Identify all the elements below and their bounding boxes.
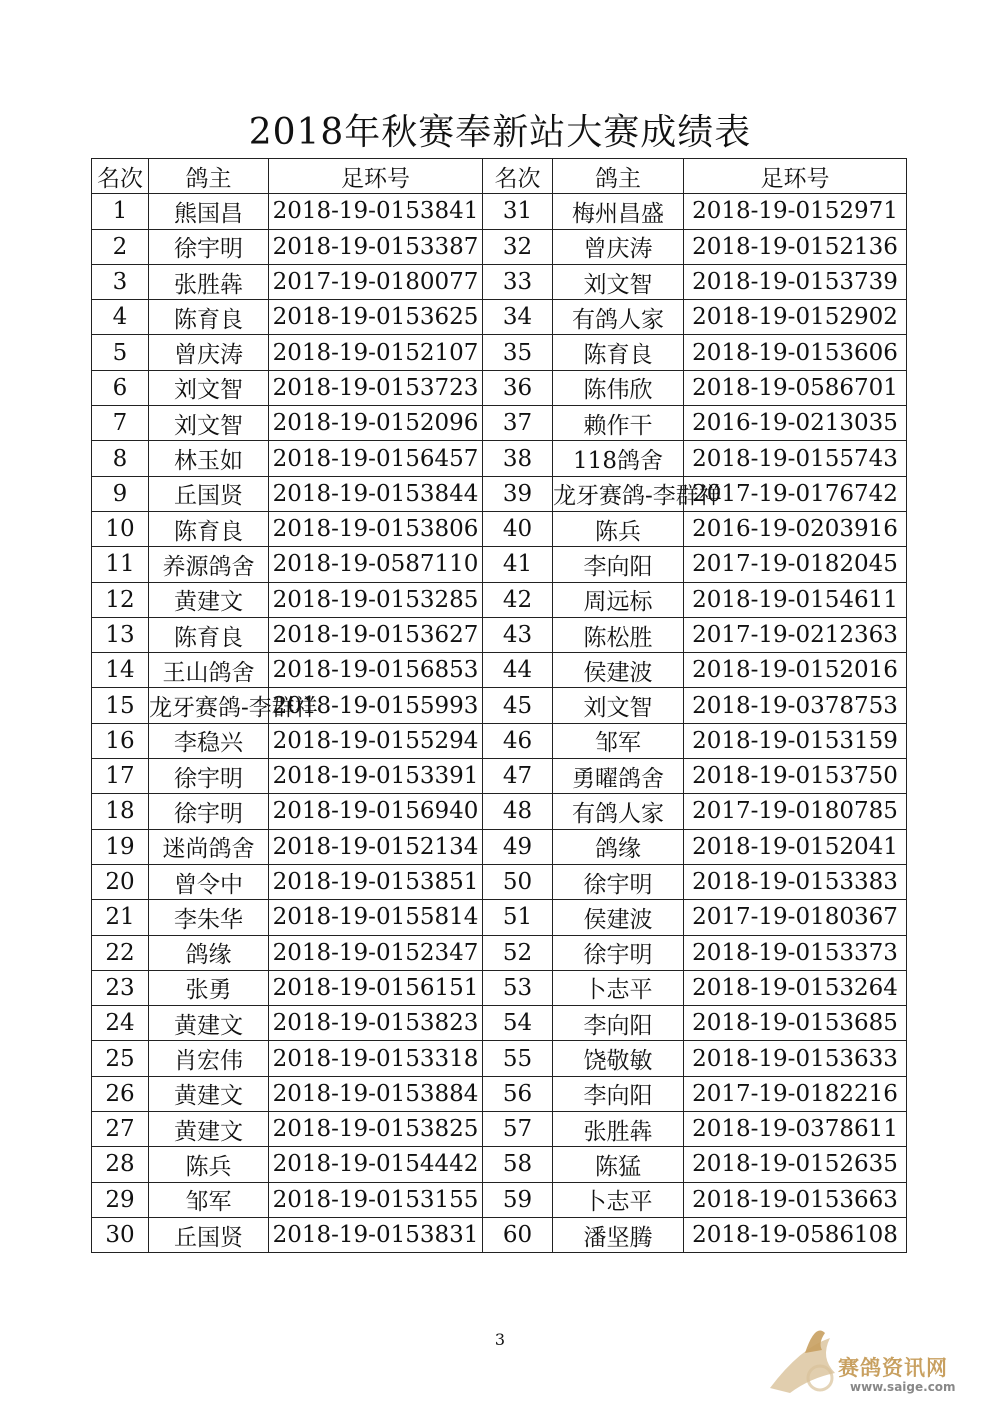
owner-cell: 刘文智 <box>553 688 684 723</box>
ring-number-cell: 2018-19-0153633 <box>684 1041 907 1076</box>
table-row <box>92 1112 907 1147</box>
owner-cell: 李向阳 <box>553 547 684 582</box>
ring-number-cell: 2018-19-0586108 <box>684 1217 907 1252</box>
owner-cell: 陈兵 <box>553 511 684 546</box>
ring-number-cell: 2018-19-0156853 <box>269 653 483 688</box>
ring-number-cell: 2018-19-0153606 <box>684 335 907 370</box>
owner-cell: 陈猛 <box>553 1147 684 1182</box>
rank-cell: 31 <box>483 194 553 229</box>
ring-number-cell: 2018-19-0152041 <box>684 829 907 864</box>
owner-cell: 熊国昌 <box>149 194 269 229</box>
header-owner: 鸽主 <box>553 159 684 194</box>
ring-number-cell: 2017-19-0182045 <box>684 547 907 582</box>
table-row <box>92 1006 907 1041</box>
rank-cell: 54 <box>483 1006 553 1041</box>
rank-cell: 53 <box>483 970 553 1005</box>
owner-cell: 张胜犇 <box>149 264 269 299</box>
table-row <box>92 864 907 899</box>
owner-cell: 侯建波 <box>553 900 684 935</box>
rank-cell: 12 <box>92 582 149 617</box>
owner-cell: 曾庆涛 <box>149 335 269 370</box>
rank-cell: 43 <box>483 617 553 652</box>
table-row <box>92 617 907 652</box>
owner-cell: 徐宇明 <box>553 864 684 899</box>
rank-cell: 51 <box>483 900 553 935</box>
ring-number-cell: 2018-19-0153685 <box>684 1006 907 1041</box>
rank-cell: 29 <box>92 1182 149 1217</box>
table-row <box>92 653 907 688</box>
rank-cell: 13 <box>92 617 149 652</box>
owner-cell: 卜志平 <box>553 970 684 1005</box>
rank-cell: 23 <box>92 970 149 1005</box>
ring-number-cell: 2018-19-0152635 <box>684 1147 907 1182</box>
table-row <box>92 547 907 582</box>
owner-cell: 迷尚鸽舍 <box>149 829 269 864</box>
rank-cell: 11 <box>92 547 149 582</box>
owner-cell: 丘国贤 <box>149 1217 269 1252</box>
ring-number-cell: 2018-19-0378753 <box>684 688 907 723</box>
table-row <box>92 194 907 229</box>
page-title: 2018年秋赛奉新站大赛成绩表 <box>248 112 752 153</box>
rank-cell: 41 <box>483 547 553 582</box>
owner-cell: 徐宇明 <box>149 794 269 829</box>
ring-number-cell: 2018-19-0152971 <box>684 194 907 229</box>
ring-number-cell: 2018-19-0378611 <box>684 1112 907 1147</box>
ring-number-cell: 2018-19-0153155 <box>269 1182 483 1217</box>
ring-number-cell: 2018-19-0153285 <box>269 582 483 617</box>
ring-number-cell: 2018-19-0155814 <box>269 900 483 935</box>
ring-number-cell: 2018-19-0152016 <box>684 653 907 688</box>
owner-cell: 黄建文 <box>149 1006 269 1041</box>
owner-cell: 邹军 <box>149 1182 269 1217</box>
owner-cell: 黄建文 <box>149 582 269 617</box>
rank-cell: 39 <box>483 476 553 511</box>
owner-cell: 黄建文 <box>149 1076 269 1111</box>
table-row <box>92 1182 907 1217</box>
owner-cell: 鸽缘 <box>149 935 269 970</box>
table-header-row <box>92 159 907 194</box>
ring-number-cell: 2018-19-0155743 <box>684 441 907 476</box>
ring-number-cell: 2016-19-0213035 <box>684 406 907 441</box>
ring-number-cell: 2018-19-0153806 <box>269 511 483 546</box>
owner-cell: 卜志平 <box>553 1182 684 1217</box>
watermark-url: www.saige.com <box>850 1380 956 1394</box>
owner-cell: 曾庆涛 <box>553 229 684 264</box>
header-ring-number: 足环号 <box>684 159 907 194</box>
ring-number-cell: 2018-19-0153823 <box>269 1006 483 1041</box>
ring-number-cell: 2018-19-0153159 <box>684 723 907 758</box>
ring-number-cell: 2017-19-0180367 <box>684 900 907 935</box>
rank-cell: 26 <box>92 1076 149 1111</box>
ring-number-cell: 2018-19-0152096 <box>269 406 483 441</box>
rank-cell: 50 <box>483 864 553 899</box>
ring-number-cell: 2018-19-0152134 <box>269 829 483 864</box>
ring-number-cell: 2018-19-0153625 <box>269 300 483 335</box>
rank-cell: 17 <box>92 759 149 794</box>
rank-cell: 45 <box>483 688 553 723</box>
ring-number-cell: 2018-19-0153723 <box>269 370 483 405</box>
owner-cell: 饶敬敏 <box>553 1041 684 1076</box>
rank-cell: 19 <box>92 829 149 864</box>
rank-cell: 6 <box>92 370 149 405</box>
owner-cell: 徐宇明 <box>149 229 269 264</box>
owner-cell: 陈兵 <box>149 1147 269 1182</box>
owner-cell: 鸽缘 <box>553 829 684 864</box>
owner-cell: 李向阳 <box>553 1076 684 1111</box>
owner-cell: 李稳兴 <box>149 723 269 758</box>
table-row <box>92 264 907 299</box>
table-row <box>92 688 907 723</box>
ring-number-cell: 2018-19-0153884 <box>269 1076 483 1111</box>
ring-number-cell: 2018-19-0153825 <box>269 1112 483 1147</box>
rank-cell: 59 <box>483 1182 553 1217</box>
table-row <box>92 1076 907 1111</box>
rank-cell: 3 <box>92 264 149 299</box>
ring-number-cell: 2018-19-0587110 <box>269 547 483 582</box>
table-row <box>92 759 907 794</box>
rank-cell: 28 <box>92 1147 149 1182</box>
header-rank: 名次 <box>92 159 149 194</box>
owner-cell: 曾令中 <box>149 864 269 899</box>
owner-cell: 张胜犇 <box>553 1112 684 1147</box>
ring-number-cell: 2018-19-0154611 <box>684 582 907 617</box>
rank-cell: 49 <box>483 829 553 864</box>
table-row <box>92 1041 907 1076</box>
table-row <box>92 582 907 617</box>
rank-cell: 55 <box>483 1041 553 1076</box>
rank-cell: 9 <box>92 476 149 511</box>
rank-cell: 5 <box>92 335 149 370</box>
owner-cell: 陈育良 <box>149 300 269 335</box>
ring-number-cell: 2018-19-0153844 <box>269 476 483 511</box>
rank-cell: 35 <box>483 335 553 370</box>
table-row <box>92 900 907 935</box>
table-row <box>92 476 907 511</box>
header-ring-number: 足环号 <box>269 159 483 194</box>
owner-cell: 龙牙赛鸽-李群祥 <box>149 688 269 723</box>
owner-cell: 陈松胜 <box>553 617 684 652</box>
table-row <box>92 1217 907 1252</box>
rank-cell: 7 <box>92 406 149 441</box>
ring-number-cell: 2018-19-0153627 <box>269 617 483 652</box>
rank-cell: 58 <box>483 1147 553 1182</box>
owner-cell: 梅州昌盛 <box>553 194 684 229</box>
rank-cell: 25 <box>92 1041 149 1076</box>
rank-cell: 57 <box>483 1112 553 1147</box>
rank-cell: 10 <box>92 511 149 546</box>
ring-number-cell: 2017-19-0182216 <box>684 1076 907 1111</box>
owner-cell: 肖宏伟 <box>149 1041 269 1076</box>
rank-cell: 48 <box>483 794 553 829</box>
owner-cell: 勇曜鸽舍 <box>553 759 684 794</box>
rank-cell: 46 <box>483 723 553 758</box>
rank-cell: 60 <box>483 1217 553 1252</box>
table-row <box>92 1147 907 1182</box>
owner-cell: 陈育良 <box>149 511 269 546</box>
rank-cell: 24 <box>92 1006 149 1041</box>
rank-cell: 47 <box>483 759 553 794</box>
ring-number-cell: 2018-19-0156151 <box>269 970 483 1005</box>
rank-cell: 15 <box>92 688 149 723</box>
rank-cell: 16 <box>92 723 149 758</box>
rank-cell: 14 <box>92 653 149 688</box>
ring-number-cell: 2017-19-0176742 <box>684 476 907 511</box>
ring-number-cell: 2018-19-0155993 <box>269 688 483 723</box>
rank-cell: 20 <box>92 864 149 899</box>
ring-number-cell: 2018-19-0154442 <box>269 1147 483 1182</box>
rank-cell: 21 <box>92 900 149 935</box>
owner-cell: 潘坚腾 <box>553 1217 684 1252</box>
ring-number-cell: 2018-19-0153841 <box>269 194 483 229</box>
owner-cell: 张勇 <box>149 970 269 1005</box>
owner-cell: 陈伟欣 <box>553 370 684 405</box>
owner-cell: 龙牙赛鸽-李群祥 <box>553 476 684 511</box>
rank-cell: 30 <box>92 1217 149 1252</box>
ring-number-cell: 2018-19-0153391 <box>269 759 483 794</box>
ring-number-cell: 2018-19-0152107 <box>269 335 483 370</box>
owner-cell: 陈育良 <box>553 335 684 370</box>
rank-cell: 32 <box>483 229 553 264</box>
rank-cell: 52 <box>483 935 553 970</box>
owner-cell: 林玉如 <box>149 441 269 476</box>
rank-cell: 27 <box>92 1112 149 1147</box>
owner-cell: 丘国贤 <box>149 476 269 511</box>
table-row <box>92 406 907 441</box>
owner-cell: 邹军 <box>553 723 684 758</box>
rank-cell: 42 <box>483 582 553 617</box>
watermark-text: 赛鸽资讯网 <box>838 1356 948 1380</box>
ring-number-cell: 2017-19-0212363 <box>684 617 907 652</box>
results-table <box>91 158 907 1253</box>
owner-cell: 有鸽人家 <box>553 794 684 829</box>
table-row <box>92 229 907 264</box>
ring-number-cell: 2018-19-0152136 <box>684 229 907 264</box>
owner-cell: 黄建文 <box>149 1112 269 1147</box>
table-row <box>92 935 907 970</box>
header-owner: 鸽主 <box>149 159 269 194</box>
owner-cell: 赖作干 <box>553 406 684 441</box>
owner-cell: 养源鸽舍 <box>149 547 269 582</box>
ring-number-cell: 2018-19-0153318 <box>269 1041 483 1076</box>
owner-cell: 徐宇明 <box>553 935 684 970</box>
ring-number-cell: 2017-19-0180785 <box>684 794 907 829</box>
owner-cell: 李向阳 <box>553 1006 684 1041</box>
owner-cell: 刘文智 <box>553 264 684 299</box>
ring-number-cell: 2018-19-0153264 <box>684 970 907 1005</box>
owner-cell: 118鸽舍 <box>553 441 684 476</box>
rank-cell: 56 <box>483 1076 553 1111</box>
rank-cell: 22 <box>92 935 149 970</box>
owner-cell: 刘文智 <box>149 406 269 441</box>
rank-cell: 4 <box>92 300 149 335</box>
owner-cell: 周远标 <box>553 582 684 617</box>
owner-cell: 陈育良 <box>149 617 269 652</box>
owner-cell: 刘文智 <box>149 370 269 405</box>
header-rank: 名次 <box>483 159 553 194</box>
ring-number-cell: 2018-19-0153831 <box>269 1217 483 1252</box>
ring-number-cell: 2018-19-0153373 <box>684 935 907 970</box>
rank-cell: 40 <box>483 511 553 546</box>
ring-number-cell: 2018-19-0153663 <box>684 1182 907 1217</box>
ring-number-cell: 2018-19-0153851 <box>269 864 483 899</box>
ring-number-cell: 2018-19-0153739 <box>684 264 907 299</box>
ring-number-cell: 2017-19-0180077 <box>269 264 483 299</box>
rank-cell: 8 <box>92 441 149 476</box>
rank-cell: 44 <box>483 653 553 688</box>
ring-number-cell: 2018-19-0156457 <box>269 441 483 476</box>
owner-cell: 王山鸽舍 <box>149 653 269 688</box>
table-row <box>92 511 907 546</box>
ring-number-cell: 2018-19-0156940 <box>269 794 483 829</box>
table-row <box>92 300 907 335</box>
ring-number-cell: 2018-19-0153750 <box>684 759 907 794</box>
owner-cell: 徐宇明 <box>149 759 269 794</box>
table-row <box>92 794 907 829</box>
rank-cell: 34 <box>483 300 553 335</box>
table-row <box>92 723 907 758</box>
table-row <box>92 829 907 864</box>
page-number: 3 <box>494 1330 506 1349</box>
ring-number-cell: 2016-19-0203916 <box>684 511 907 546</box>
ring-number-cell: 2018-19-0152347 <box>269 935 483 970</box>
rank-cell: 38 <box>483 441 553 476</box>
owner-cell: 侯建波 <box>553 653 684 688</box>
rank-cell: 18 <box>92 794 149 829</box>
table-row <box>92 335 907 370</box>
ring-number-cell: 2018-19-0152902 <box>684 300 907 335</box>
rank-cell: 1 <box>92 194 149 229</box>
table-row <box>92 970 907 1005</box>
rank-cell: 2 <box>92 229 149 264</box>
table-row <box>92 370 907 405</box>
ring-number-cell: 2018-19-0586701 <box>684 370 907 405</box>
ring-number-cell: 2018-19-0153387 <box>269 229 483 264</box>
rank-cell: 37 <box>483 406 553 441</box>
table-row <box>92 441 907 476</box>
owner-cell: 李朱华 <box>149 900 269 935</box>
owner-cell: 有鸽人家 <box>553 300 684 335</box>
ring-number-cell: 2018-19-0155294 <box>269 723 483 758</box>
rank-cell: 33 <box>483 264 553 299</box>
ring-number-cell: 2018-19-0153383 <box>684 864 907 899</box>
rank-cell: 36 <box>483 370 553 405</box>
